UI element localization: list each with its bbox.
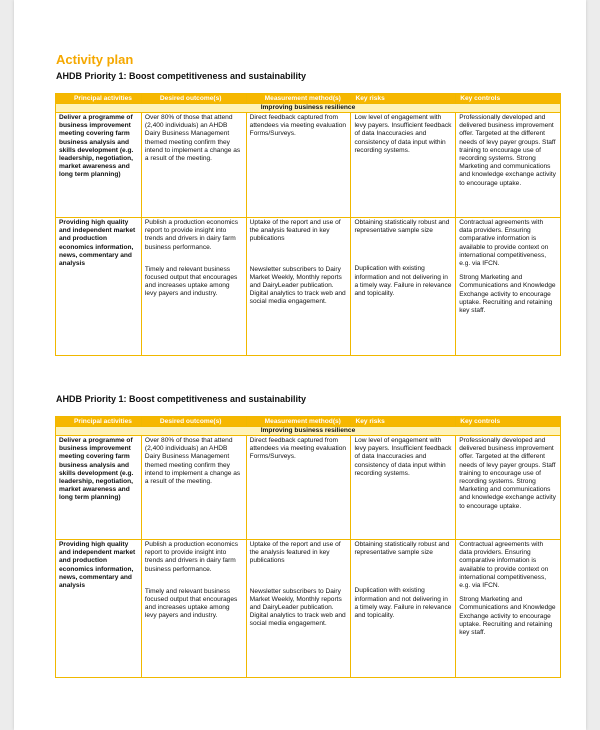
measurement-text: Newsletter subscribers to Dairy Market Weekly, Monthly reports and DairyLeader publication. Digital analytics to track web and social media engagement.: [249, 587, 346, 628]
control-text: Contractual agreements with data providers. Ensuring comparative information is available to provide context on international competitiveness, e.g. via IFCN.: [459, 541, 549, 590]
risk-cell: Low level of engagement with levy payers. Insufficient feedback of data Inaccuracies and consistency of data input within recording systems.: [351, 436, 456, 540]
subheader-row: [56, 104, 561, 113]
control-cell: Professionally developed and delivered business improvement offer. Targeted at the different needs of levy payer groups. Staff training to encourage use of recording systems. Strong Marketing and communications and knowledge exchange activity to encourage uptake.: [456, 436, 561, 540]
subheader-label: Improving business resilience: [56, 104, 561, 113]
table-row: [56, 436, 561, 540]
activity-cell: Deliver a programme of business improvement meeting covering farm business analysis and skills development (e.g. leadership, negotiation, market awareness and long term planning): [56, 436, 142, 540]
document-page: [14, 0, 586, 730]
table-row: [56, 218, 561, 356]
measurement-cell: Direct feedback captured from attendees via meeting evaluation Forms/Surveys.: [246, 113, 351, 218]
measurement-text: Uptake of the report and use of the analysis featured in key publications: [249, 219, 341, 243]
table-header-row: [56, 94, 561, 104]
risk-cell: Low level of engagement with levy payers. Insufficient feedback of data Inaccuracies and consistency of data input within recording systems.: [351, 113, 456, 218]
column-header-measurement: Measurement method(s): [246, 94, 351, 104]
control-text: Strong Marketing and Communications and Knowledge Exchange activity to encourage uptake. Recruiting and retaining key staff.: [459, 274, 556, 315]
outcome-cell: [141, 540, 246, 678]
column-header-risks: Key risks: [351, 94, 456, 104]
measurement-text: Uptake of the report and use of the analysis featured in key publications: [249, 541, 341, 565]
page-title: Activity plan: [56, 52, 134, 67]
measurement-cell: [246, 540, 351, 678]
risk-text: Obtaining statistically robust and representative sample size: [354, 219, 450, 235]
column-header-measurement: Measurement method(s): [246, 417, 351, 427]
activity-cell: Providing high quality and independent market and production economics information, news, commentary and analysis: [56, 540, 142, 678]
outcome-cell: Over 80% of those that attend (2,400 individuals) an AHDB Dairy Business Management themed meeting confirm they intend to implement a change as a result of the meeting.: [141, 113, 246, 218]
table-header-row: [56, 417, 561, 427]
column-header-outcomes: Desired outcome(s): [141, 417, 246, 427]
column-header-controls: Key controls: [456, 417, 561, 427]
risk-cell: [351, 218, 456, 356]
table-row: [56, 540, 561, 678]
activity-table: [55, 93, 561, 356]
risk-text: Obtaining statistically robust and representative sample size: [354, 541, 450, 557]
outcome-text: Publish a production economics report to provide insight into trends and drivers in dairy farm business performance.: [144, 219, 239, 251]
control-cell: Professionally developed and delivered business improvement offer. Targeted at the different needs of levy payer groups. Staff training to encourage use of recording systems. Strong Marketing and communications and knowledge exchange activity to encourage uptake.: [456, 113, 561, 218]
activity-table: [55, 416, 561, 678]
control-cell: [456, 540, 561, 678]
table-row: [56, 113, 561, 218]
measurement-cell: [246, 218, 351, 356]
activity-cell: Providing high quality and independent market and production economics information, news, commentary and analysis: [56, 218, 142, 356]
section-heading: AHDB Priority 1: Boost competitiveness and sustainability: [56, 394, 307, 404]
control-cell: [456, 218, 561, 356]
measurement-cell: Direct feedback captured from attendees via meeting evaluation Forms/Surveys.: [246, 436, 351, 540]
column-header-controls: Key controls: [456, 94, 561, 104]
section-heading: AHDB Priority 1: Boost competitiveness and sustainability: [56, 71, 307, 81]
outcome-text: Timely and relevant business focused output that encourages and increases uptake among levy payers and industry.: [144, 265, 238, 298]
column-header-outcomes: Desired outcome(s): [141, 94, 246, 104]
column-header-activities: Principal activities: [56, 417, 142, 427]
subheader-label: Improving business resilience: [56, 427, 561, 436]
risk-text: Duplication with existing information and not delivering in a timely way. Failure in relevance and topicality.: [354, 265, 452, 298]
control-text: Strong Marketing and Communications and Knowledge Exchange activity to encourage uptake. Recruiting and retaining key staff.: [459, 596, 556, 637]
activity-cell: Deliver a programme of business improvement meeting covering farm business analysis and skills development (e.g. leadership, negotiation, market awareness and long term planning): [56, 113, 142, 218]
risk-text: Duplication with existing information and not delivering in a timely way. Failure in relevance and topicality.: [354, 587, 452, 620]
outcome-cell: Over 80% of those that attend (2,400 individuals) an AHDB Dairy Business Management themed meeting confirm they intend to implement a change as a result of the meeting.: [141, 436, 246, 540]
subheader-row: [56, 427, 561, 436]
column-header-risks: Key risks: [351, 417, 456, 427]
measurement-text: Newsletter subscribers to Dairy Market Weekly, Monthly reports and DairyLeader publication. Digital analytics to track web and social media engagement.: [249, 265, 346, 306]
outcome-text: Timely and relevant business focused output that encourages and increases uptake among levy payers and industry.: [144, 587, 238, 620]
control-text: Contractual agreements with data providers. Ensuring comparative information is available to provide context on international competitiveness, e.g. via IFCN.: [459, 219, 549, 268]
outcome-cell: [141, 218, 246, 356]
outcome-text: Publish a production economics report to provide insight into trends and drivers in dairy farm business performance.: [144, 541, 239, 573]
risk-cell: [351, 540, 456, 678]
column-header-activities: Principal activities: [56, 94, 142, 104]
